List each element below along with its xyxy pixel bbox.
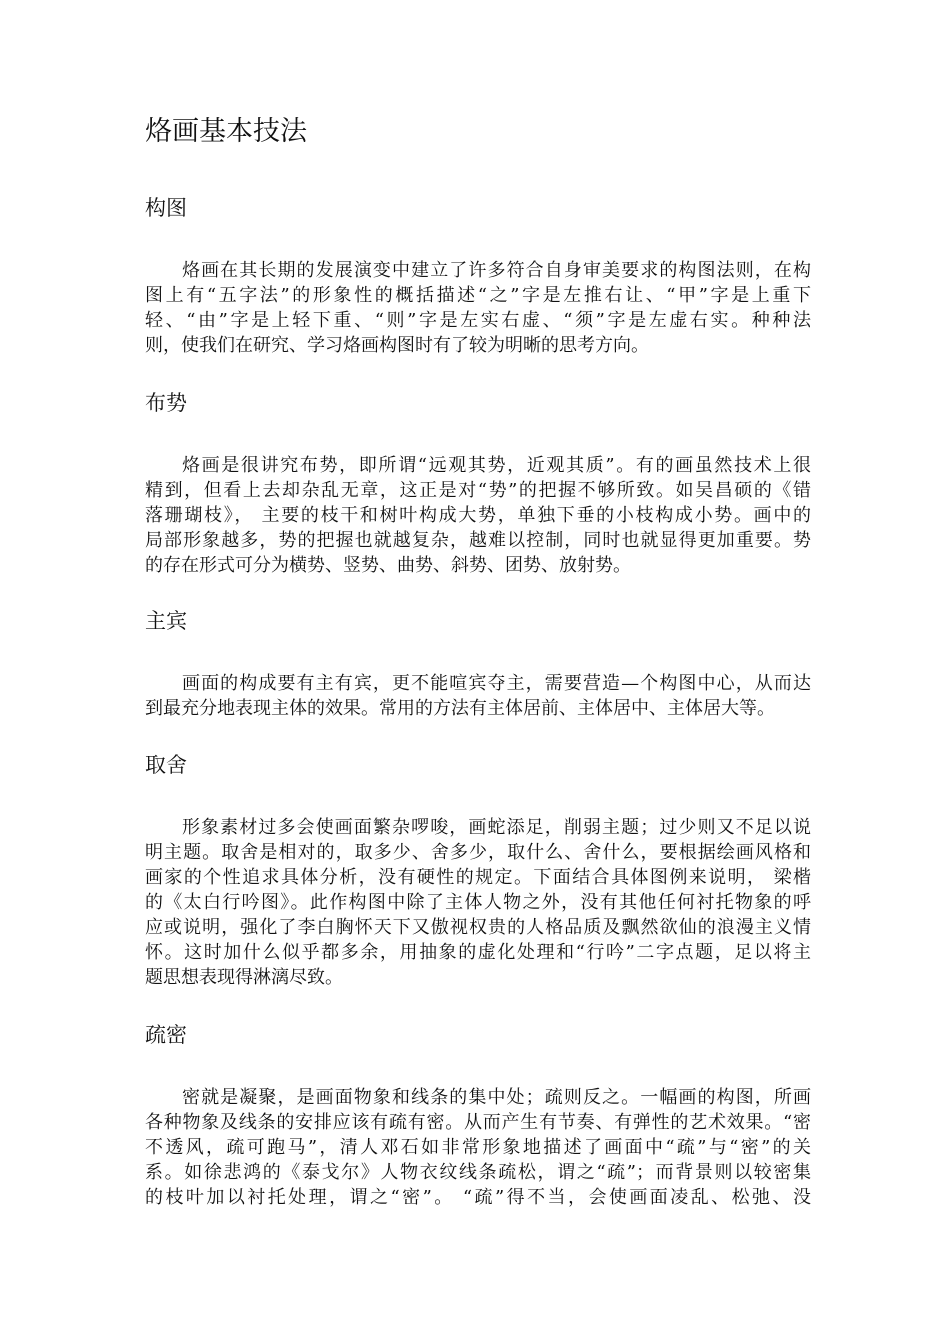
- paragraph-line: 画家的个性追求具体分析，没有硬性的规定。下面结合具体图例来说明， 梁楷: [145, 867, 811, 888]
- paragraph-line: 局部形象越多，势的把握也就越复杂，越难以控制，同时也就显得更加重要。势: [145, 530, 811, 551]
- paragraph-line: 各种物象及线条的安排应该有疏有密。从而产生有节奏、有弹性的艺术效果。“密: [145, 1112, 811, 1133]
- paragraph-line: 烙画在其长期的发展演变中建立了许多符合自身审美要求的构图法则，在构: [182, 260, 811, 281]
- section-heading-composition: 构图: [145, 196, 187, 220]
- paragraph-line: 形象素材过多会使画面繁杂啰唆，画蛇添足，削弱主题；过少则又不足以说: [182, 817, 811, 838]
- paragraph-line: 则，使我们在研究、学习烙画构图时有了较为明晰的思考方向。: [145, 335, 649, 356]
- paragraph-line: 的《太白行吟图》。此作构图中除了主体人物之外，没有其他任何衬托物象的呼: [145, 892, 811, 913]
- section-paragraph-selection: [145, 815, 811, 990]
- paragraph-line: 怀。这时加什么似乎都多余，用抽象的虚化处理和“行吟”二字点题，足以将主: [145, 942, 811, 963]
- paragraph-line: 落珊瑚枝》， 主要的枝干和树叶构成大势，单独下垂的小枝构成小势。画中的: [145, 505, 811, 526]
- paragraph-line: 图上有“五字法”的形象性的概括描述“之”字是左推右让、“甲”字是上重下: [145, 285, 811, 306]
- paragraph-line: 密就是凝聚，是画面物象和线条的集中处；疏则反之。一幅画的构图，所画: [182, 1087, 811, 1108]
- section-paragraph-composition: [145, 258, 811, 358]
- paragraph-line: 的枝叶加以衬托处理，谓之“密”。 “疏”得不当，会使画面凌乱、松弛、没: [145, 1187, 811, 1208]
- section-paragraph-momentum: [145, 453, 811, 578]
- section-heading-selection: 取舍: [145, 753, 187, 777]
- document-title: 烙画基本技法: [145, 116, 307, 147]
- section-paragraph-host-guest: [145, 671, 811, 721]
- paragraph-line: 轻、“由”字是上轻下重、“则”字是左实右虚、“须”字是左虚右实。种种法: [145, 310, 811, 331]
- paragraph-line: 精到，但看上去却杂乱无章，这正是对“势”的把握不够所致。如吴昌硕的《错: [145, 480, 811, 501]
- paragraph-line: 不透风，疏可跑马”，清人邓石如非常形象地描述了画面中“疏”与“密”的关: [145, 1137, 811, 1158]
- section-heading-density: 疏密: [145, 1023, 187, 1047]
- paragraph-line: 系。如徐悲鸿的《泰戈尔》人物衣纹线条疏松，谓之“疏”；而背景则以较密集: [145, 1162, 811, 1183]
- paragraph-line: 明主题。取舍是相对的，取多少、舍多少，取什么、舍什么，要根据绘画风格和: [145, 842, 811, 863]
- paragraph-line: 的存在形式可分为横势、竖势、曲势、斜势、团势、放射势。: [145, 555, 631, 576]
- section-heading-host-guest: 主宾: [145, 609, 187, 633]
- section-paragraph-density: [145, 1085, 811, 1210]
- paragraph-line: 应或说明，强化了李白胸怀天下又傲视权贵的人格品质及飘然欲仙的浪漫主义情: [145, 917, 811, 938]
- paragraph-line: 到最充分地表现主体的效果。常用的方法有主体居前、主体居中、主体居大等。: [145, 698, 775, 719]
- paragraph-line: 烙画是很讲究布势，即所谓“远观其势，近观其质”。有的画虽然技术上很: [182, 455, 811, 476]
- paragraph-line: 题思想表现得淋漓尽致。: [145, 967, 343, 988]
- paragraph-line: 画面的构成要有主有宾，更不能喧宾夺主，需要营造—个构图中心，从而达: [182, 673, 811, 694]
- section-heading-momentum: 布势: [145, 391, 187, 415]
